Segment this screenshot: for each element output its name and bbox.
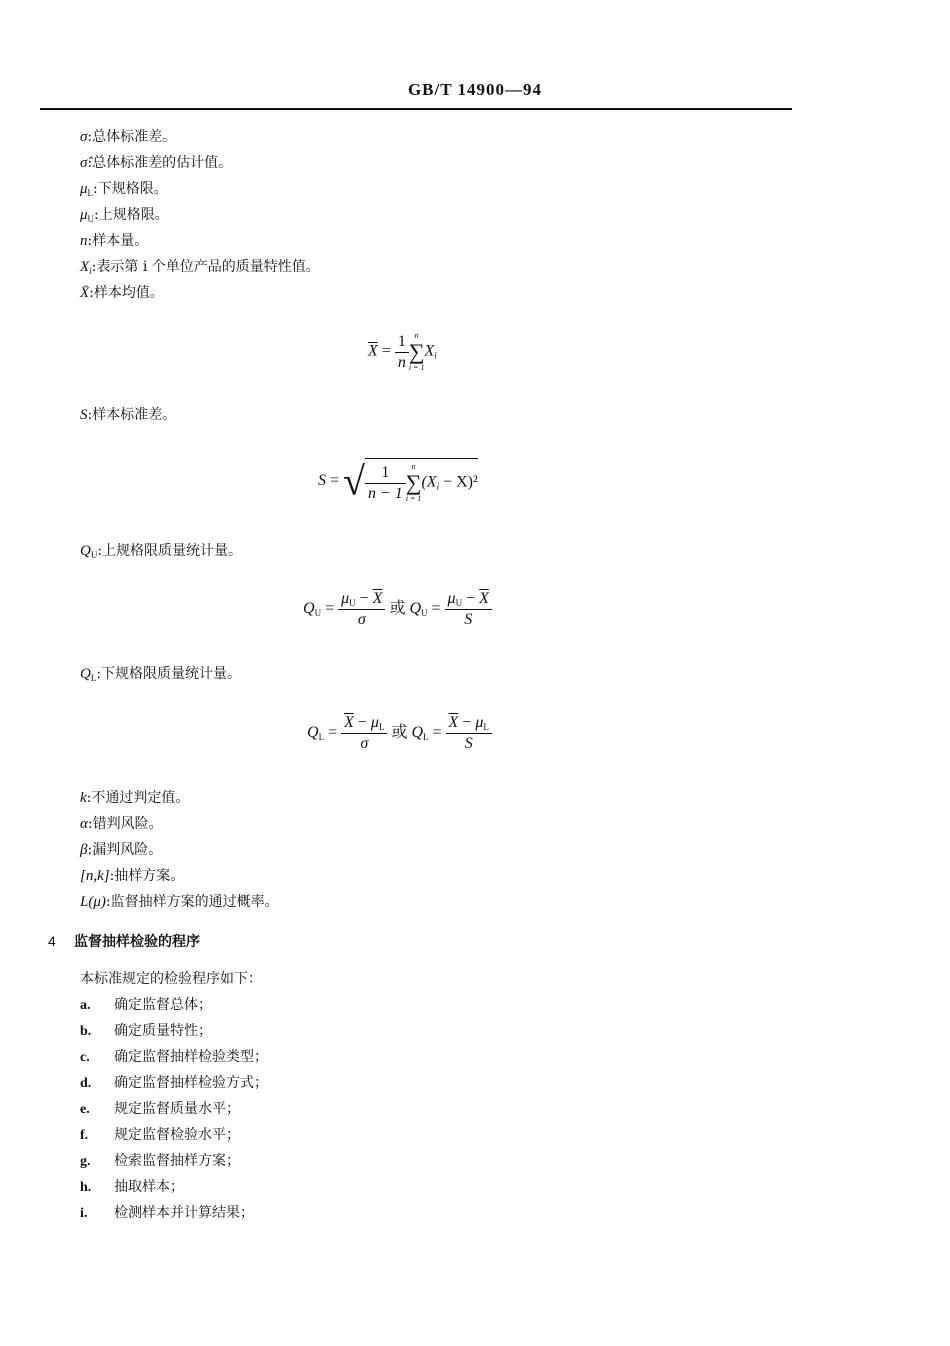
def-alpha: α:错判风险。	[80, 816, 163, 832]
def-k: k:不通过判定值。	[80, 790, 190, 806]
list-item: f. 规定监督检验水平；	[80, 1127, 240, 1143]
list-item: g. 检索监督抽样方案；	[80, 1153, 240, 1169]
def-mu-l: $\mu_L$:下规格限。	[80, 181, 168, 198]
list-item: e. 规定监督质量水平；	[80, 1101, 240, 1117]
procedure-intro: 本标准规定的检验程序如下：	[80, 971, 262, 987]
def-ql: $Q_L$:下规格限质量统计量。	[80, 666, 242, 683]
list-item: a. 确定监督总体；	[80, 997, 212, 1013]
def-sigma: σ:总体标准差。	[80, 129, 177, 145]
def-s: S:样本标准差。	[80, 407, 177, 423]
page-header: GB/T 14900—94	[407, 80, 543, 99]
def-beta: β:漏判风险。	[80, 842, 163, 858]
list-item: c. 确定监督抽样检验类型；	[80, 1049, 268, 1065]
def-n: n:样本量。	[80, 233, 149, 249]
formula-ql: $Q_L$ = $\frac{\overline{X} - \mu_L}{\sigma}$ 或 $Q_L$ = $\frac{\overline{X} - \mu_L}{S}$	[307, 714, 492, 753]
def-sigma-hat: σ̂:总体标准差的估计值。	[80, 155, 233, 171]
section-title: 监督抽样检验的程序	[74, 934, 200, 950]
def-plan: [n,k]:抽样方案。	[80, 868, 185, 884]
formula-mean: $\overline{X}$ = $\frac{1}{n}$ n ∑ i = 1 $X_i$	[368, 331, 437, 372]
formula-std: S = √ $\frac{1}{n - 1}$ n ∑ i = 1 $(X_i - X)^2$	[318, 458, 478, 504]
section-4-heading	[48, 931, 200, 951]
list-item: i. 检测样本并计算结果；	[80, 1205, 254, 1221]
section-number: 4	[48, 933, 56, 949]
def-xbar: X̄:样本均值。	[80, 285, 164, 301]
list-item: h. 抽取样本；	[80, 1179, 184, 1195]
list-item: b. 确定质量特性；	[80, 1023, 212, 1039]
list-item: d. 确定监督抽样检验方式；	[80, 1075, 268, 1091]
def-mu-u: $\mu_U$:上规格限。	[80, 207, 169, 224]
header-rule	[40, 108, 792, 110]
def-xi: $X_i$:表示第 i 个单位产品的质量特性值。	[80, 259, 320, 276]
def-lmu: L(μ):监督抽样方案的通过概率。	[80, 894, 279, 910]
def-qu: $Q_U$:上规格限质量统计量。	[80, 543, 243, 560]
formula-qu: $Q_U$ = $\frac{\mu_U - \overline{X}}{\sigma}$ 或 $Q_U$ = $\frac{\mu_U - \overline{X}}{S}$	[303, 590, 492, 629]
